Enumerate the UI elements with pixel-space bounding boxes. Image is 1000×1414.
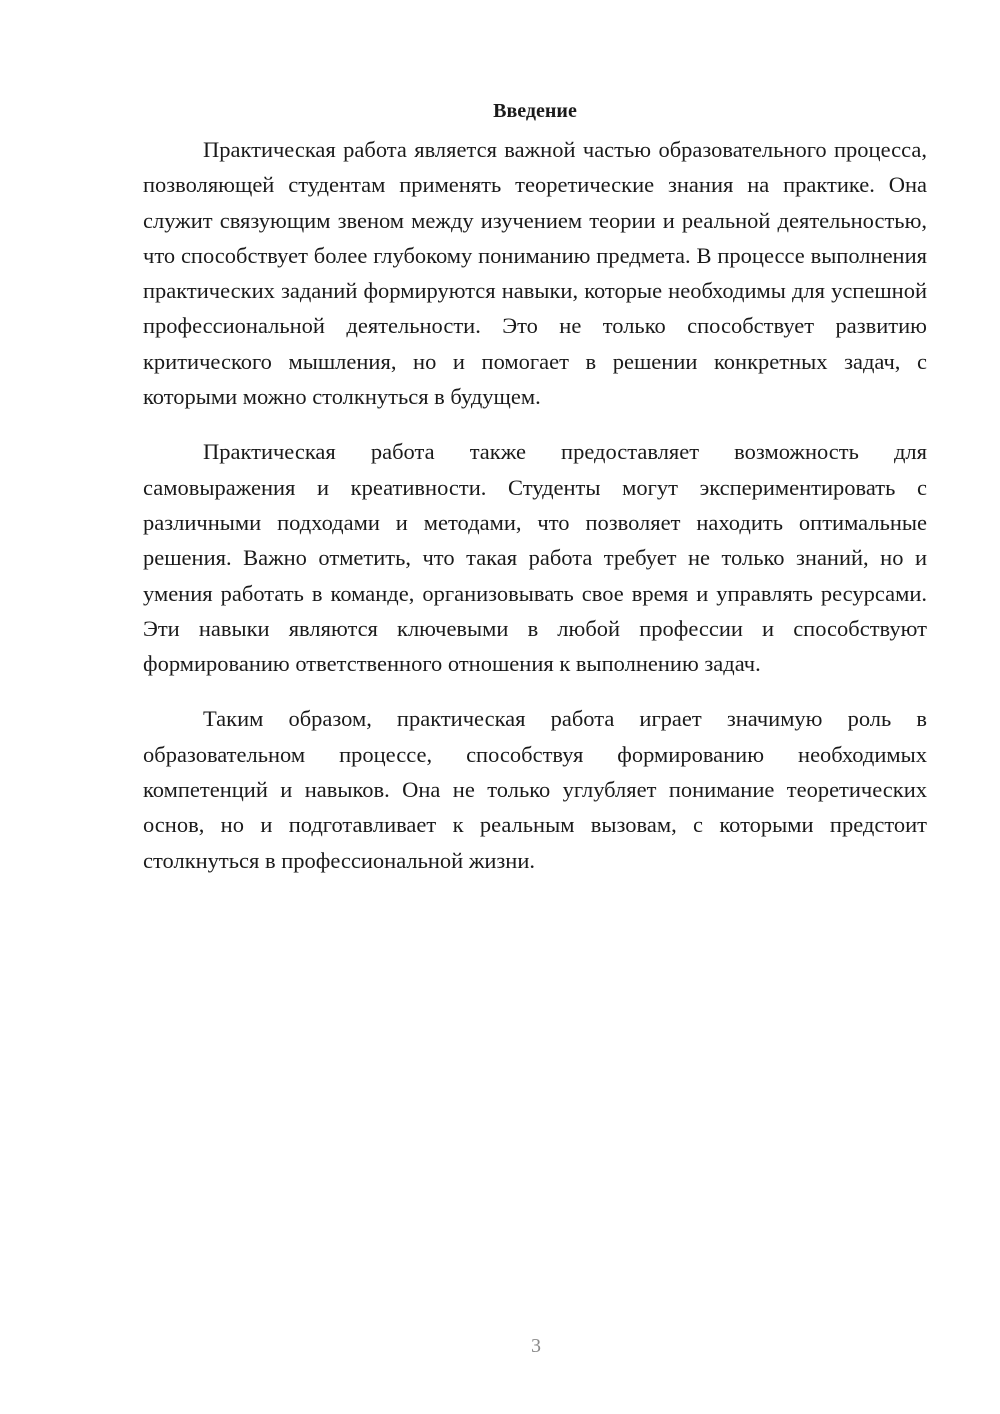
paragraph-3: Таким образом, практическая работа играет значимую роль в образовательном процессе, способствуя формированию необходимых компетенций и навыков. Она не только углубляет понимание теоретических основ, но и подготавливает к реальным вызовам, с которыми предстоит столкнуться в профессиональной жизни. — [143, 706, 927, 873]
page-number: 3 — [531, 1335, 541, 1357]
paragraph-1: Практическая работа является важной частью образовательного процесса, позволяющей студентам применять теоретические знания на практике. Она служит связующим звеном между изучением теории и реальной деятельностью, что способствует более глубокому пониманию предмета. В процессе выполнения практических заданий формируются навыки, которые необходимы для успешной профессиональной деятельности. Это не только способствует развитию критического мышления, но и помогает в решении конкретных задач, с которыми можно столкнуться в будущем. — [143, 137, 927, 410]
section-title: Введение — [493, 100, 577, 122]
page-content — [143, 96, 927, 898]
paragraph-2: Практическая работа также предоставляет возможность для самовыражения и креативности. Студенты могут экспериментировать с различными подходами и методами, что позволяет находить оптимальные решения. Важно отметить, что такая работа требует не только знаний, но и умения работать в команде, организовывать свое время и управлять ресурсами. Эти навыки являются ключевыми в любой профессии и способствуют формированию ответственного отношения к выполнению задач. — [143, 439, 927, 677]
